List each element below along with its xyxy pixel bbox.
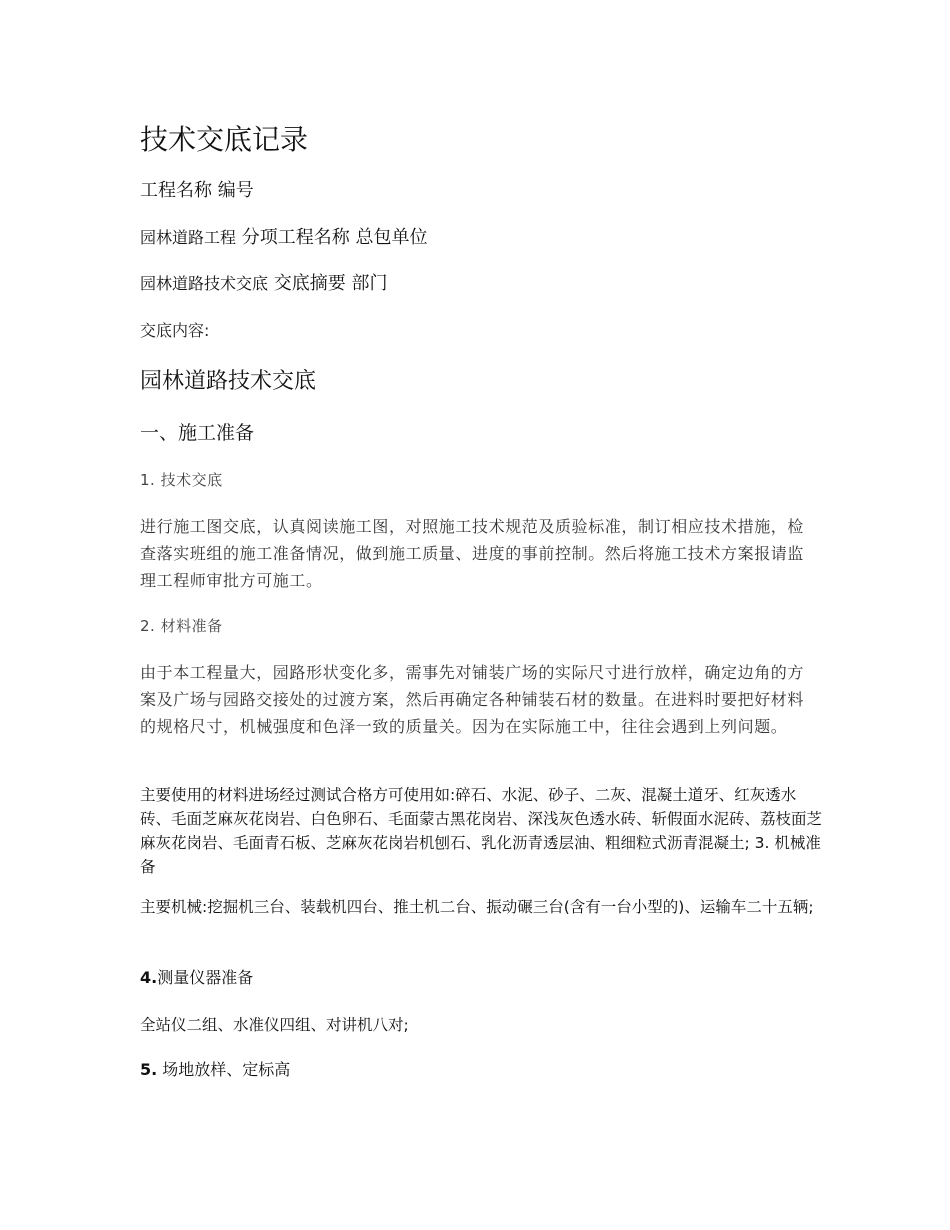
subheading-tech-disclosure: 1. 技术交底 [140, 471, 223, 489]
heading-site-layout [140, 1058, 290, 1082]
heading-5-text: 场地放样、定标高 [157, 1060, 291, 1079]
heading-survey-instruments [140, 966, 253, 990]
content-label: 交底内容: [140, 321, 210, 340]
paragraph-materials-list: 主要使用的材料进场经过测试合格方可使用如:碎石、水泥、砂子、二灰、混凝土道牙、红灰透水砖、毛面芝麻灰花岗岩、白色卵石、毛面蒙古黑花岗岩、深浅灰色透水砖、斩假面水泥砖、荔枝面芝麻灰花岗岩、毛面青石板、芝麻灰花岗岩机刨石、乳化沥青透层油、粗细粒式沥青混凝土; 3. 机械准备 [140, 786, 823, 876]
paragraph-machinery: 主要机械:挖掘机三台、装载机四台、推土机二台、振动碾三台(含有一台小型的)、运输车二十五辆; [140, 898, 814, 916]
heading-4-number: 4. [140, 968, 158, 987]
paragraph-material-prep: 由于本工程量大，园路形状变化多，需事先对铺装广场的实际尺寸进行放样，确定边角的方案及广场与园路交接处的过渡方案，然后再确定各种铺装石材的数量。在进料时要把好材料的规格尺寸，机械强度和色泽一致的质量关。因为在实际施工中，往往会遇到上列问题。 [140, 663, 805, 736]
section-title: 园林道路技术交底 [140, 369, 317, 394]
meta-line-1 [140, 179, 254, 203]
meta-line-3 [140, 272, 387, 296]
project-name-value: 园林道路工程 [140, 228, 237, 247]
department-label: 部门 [351, 273, 388, 294]
heading-5-number: 5. [140, 1060, 158, 1079]
number-label: 编号 [217, 180, 254, 201]
heading-construction-prep: 一、施工准备 [140, 422, 255, 444]
general-contractor-label: 总包单位 [355, 227, 428, 248]
subproject-name-label: 分项工程名称 [241, 227, 350, 248]
paragraph-instruments: 全站仪二组、水准仪四组、对讲机八对; [140, 1016, 409, 1034]
meta-line-2 [140, 226, 427, 250]
disclosure-value: 园林道路技术交底 [140, 274, 269, 293]
heading-4-text: 测量仪器准备 [157, 968, 254, 987]
paragraph-tech-disclosure: 进行施工图交底，认真阅读施工图，对照施工技术规范及质验标准，制订相应技术措施，检查落实班组的施工准备情况，做到施工质量、进度的事前控制。然后将施工技术方案报请监理工程师审批方可施工。 [140, 517, 805, 590]
subheading-material-prep: 2. 材料准备 [140, 617, 223, 635]
document-title: 技术交底记录 [140, 123, 309, 156]
summary-label: 交底摘要 [273, 273, 346, 294]
project-name-label: 工程名称 [140, 180, 212, 201]
